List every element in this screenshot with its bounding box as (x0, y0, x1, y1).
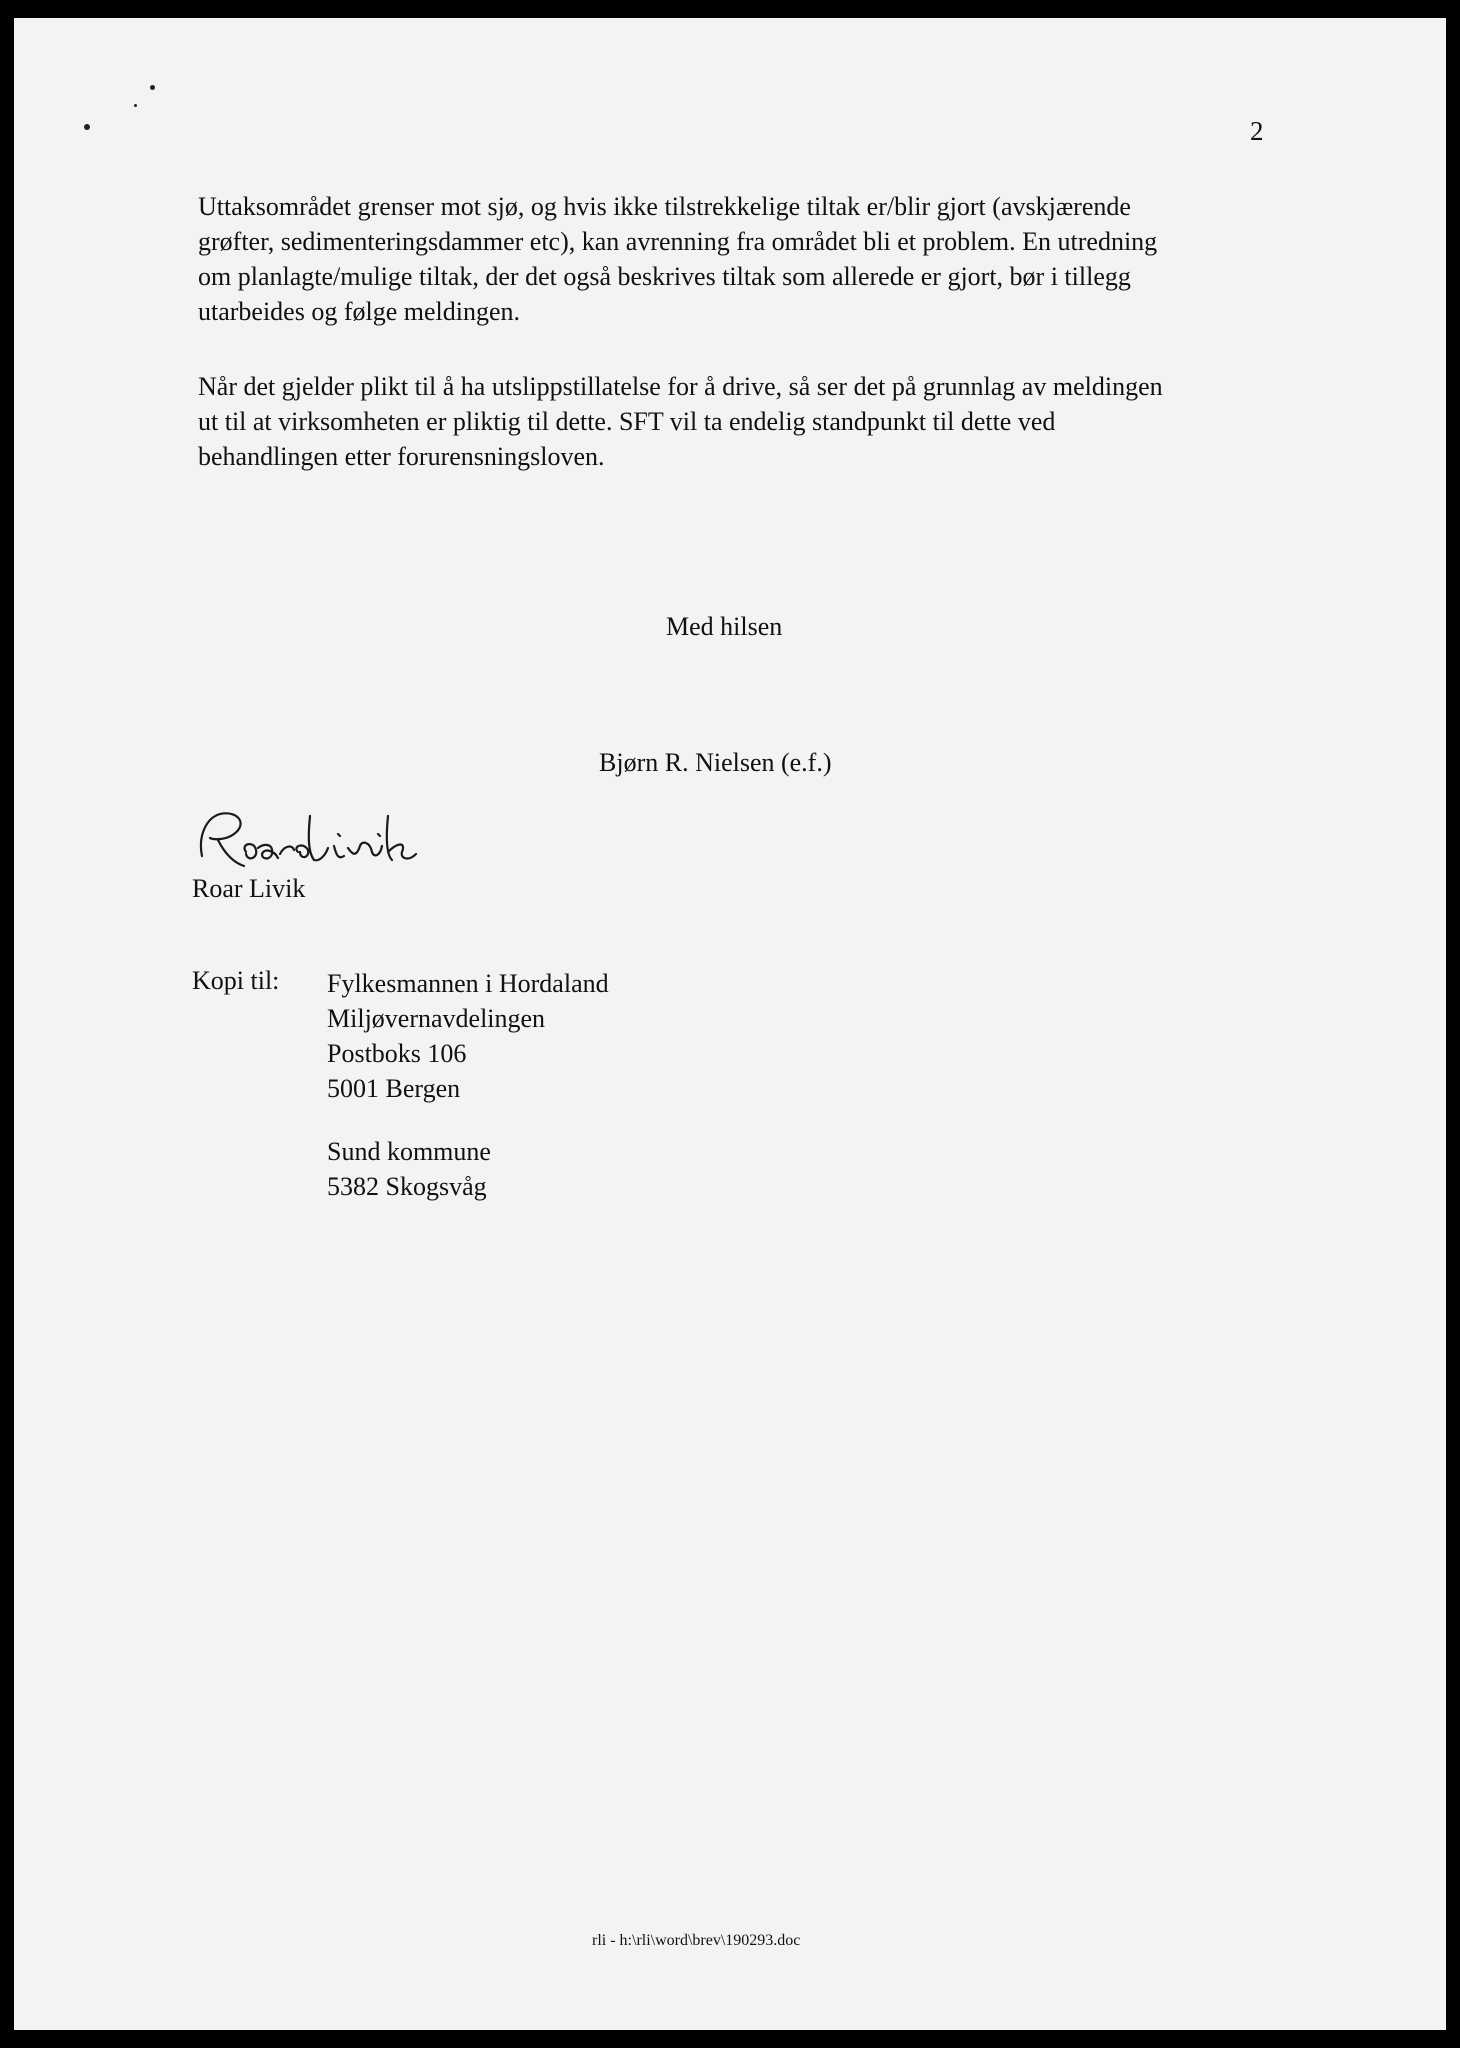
paragraph-line: behandlingen etter forurensningsloven. (198, 442, 605, 471)
paragraph-line: Uttaksområdet grenser mot sjø, og hvis ikke tilstrekkelige tiltak er/blir gjort (avskjærende (198, 192, 1131, 221)
copy-label: Kopi til: (192, 966, 280, 995)
scan-speck (84, 124, 90, 130)
address-line: Miljøvernavdelingen (327, 1004, 546, 1033)
paragraph-line: utarbeides og følge meldingen. (198, 297, 521, 326)
file-path-footer: rli - h:\rli\word\brev\190293.doc (592, 1932, 801, 1949)
signer-name: Roar Livik (192, 874, 306, 903)
paragraph-line: grøfter, sedimenteringsdammer etc), kan avrenning fra området bli et problem. En utredning (198, 227, 1158, 256)
body-paragraph (198, 189, 1278, 329)
sender-name: Bjørn R. Nielsen (e.f.) (599, 748, 832, 777)
page-number: 2 (1250, 116, 1264, 146)
address-line: Postboks 106 (327, 1039, 467, 1068)
scan-speck (150, 85, 155, 90)
paragraph-line: Når det gjelder plikt til å ha utslippstillatelse for å drive, så ser det på grunnlag av meldingen (198, 372, 1163, 401)
handwritten-signature (188, 796, 458, 886)
address-line: Fylkesmannen i Hordaland (327, 969, 609, 998)
copy-recipient-address (327, 966, 609, 1106)
scan-speck (134, 104, 137, 107)
address-line: Sund kommune (327, 1137, 491, 1166)
address-line: 5382 Skogsvåg (327, 1172, 487, 1201)
body-paragraph (198, 369, 1278, 474)
paragraph-line: ut til at virksomheten er pliktig til dette. SFT vil ta endelig standpunkt til dette ved (198, 407, 1056, 436)
letter-page (14, 18, 1446, 2030)
address-line: 5001 Bergen (327, 1074, 461, 1103)
closing-salutation: Med hilsen (666, 612, 783, 641)
paragraph-line: om planlagte/mulige tiltak, der det også beskrives tiltak som allerede er gjort, bør i tillegg (198, 262, 1131, 291)
copy-recipient-address (327, 1134, 491, 1204)
